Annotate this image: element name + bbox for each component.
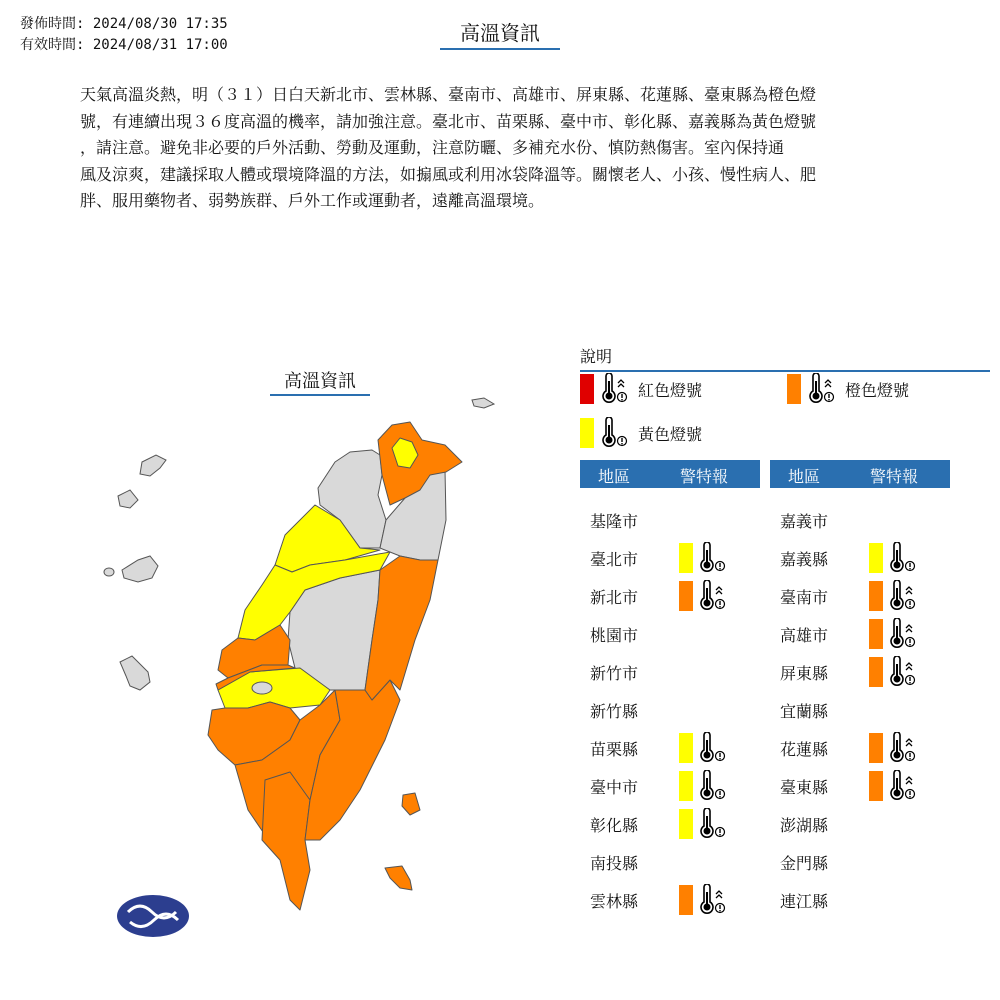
table-row bbox=[580, 690, 760, 728]
thermometer-icon bbox=[888, 732, 918, 764]
issue-time: 發佈時間: 2024/08/30 17:35 bbox=[20, 16, 228, 32]
warning-swatch bbox=[869, 657, 883, 687]
description bbox=[80, 82, 920, 215]
thermometer-icon bbox=[698, 732, 728, 764]
table-row bbox=[770, 538, 950, 576]
table-row bbox=[580, 728, 760, 766]
header-region: 地區 bbox=[598, 467, 631, 486]
table-row bbox=[580, 500, 760, 538]
warning-icon bbox=[698, 770, 728, 806]
thermometer-icon bbox=[888, 656, 918, 688]
region-name: 臺中市 bbox=[590, 778, 639, 797]
region-name: 連江縣 bbox=[780, 892, 829, 911]
region-name: 桃園市 bbox=[590, 626, 639, 645]
region-chiayi-city bbox=[252, 682, 272, 694]
thermometer-icon bbox=[888, 618, 918, 650]
region-name: 苗栗縣 bbox=[590, 740, 639, 759]
warning-icon bbox=[698, 542, 728, 578]
warning-swatch bbox=[679, 771, 693, 801]
region-name: 新竹縣 bbox=[590, 702, 639, 721]
thermometer-icon bbox=[698, 770, 728, 802]
region-name: 臺南市 bbox=[780, 588, 829, 607]
table-row bbox=[580, 804, 760, 842]
table-row bbox=[580, 614, 760, 652]
warning-swatch bbox=[679, 543, 693, 573]
legend-title: 說明 bbox=[580, 344, 990, 372]
legend-label-yellow: 黃色燈號 bbox=[638, 424, 703, 444]
warning-icon bbox=[888, 542, 918, 578]
page-title: 高溫資訊 bbox=[440, 17, 560, 50]
region-name: 澎湖縣 bbox=[780, 816, 829, 835]
table-header-right bbox=[770, 460, 950, 488]
thermometer-icon bbox=[600, 417, 630, 449]
table-row bbox=[770, 690, 950, 728]
header-warning: 警特報 bbox=[870, 467, 919, 486]
table-row bbox=[580, 880, 760, 918]
region-name: 新竹市 bbox=[590, 664, 639, 683]
island-kinmen-2 bbox=[104, 568, 114, 576]
thermometer-icon bbox=[698, 580, 728, 612]
description-line: 號，有連續出現３６度高溫的機率，請加強注意。臺北市、苗栗縣、臺中市、彰化縣、嘉義縣為黃色燈號 bbox=[80, 111, 817, 131]
region-name: 新北市 bbox=[590, 588, 639, 607]
thermometer-icon bbox=[698, 808, 728, 840]
region-name: 嘉義縣 bbox=[780, 550, 829, 569]
warning-swatch bbox=[869, 771, 883, 801]
description-line: ，請注意。避免非必要的戶外活動、勞動及運動，注意防曬、多補充水份、慎防熱傷害。室內保持通 bbox=[80, 138, 785, 157]
region-name: 屏東縣 bbox=[780, 664, 829, 683]
warning-swatch bbox=[679, 581, 693, 611]
table-row bbox=[580, 576, 760, 614]
table-row bbox=[770, 652, 950, 690]
warning-icon bbox=[888, 770, 918, 806]
table-row bbox=[770, 880, 950, 918]
taiwan-map bbox=[0, 380, 560, 960]
table-row bbox=[770, 576, 950, 614]
table-row bbox=[580, 652, 760, 690]
island-guishan bbox=[472, 398, 494, 408]
legend-swatch-red bbox=[580, 374, 594, 404]
legend-item-red bbox=[580, 373, 702, 405]
warning-icon bbox=[888, 732, 918, 768]
legend-swatch-yellow bbox=[580, 418, 594, 448]
description-line: 天氣高溫炎熱，明（３１）日白天新北市、雲林縣、臺南市、高雄市、屏東縣、花蓮縣、臺東縣為橙色燈 bbox=[80, 85, 817, 104]
table-row bbox=[770, 804, 950, 842]
description-line: 胖、服用藥物者、弱勢族群、戶外工作或運動者，遠離高溫環境。 bbox=[80, 191, 545, 210]
table-row bbox=[770, 500, 950, 538]
legend-item-yellow bbox=[580, 417, 702, 449]
thermometer-icon bbox=[698, 542, 728, 574]
region-name: 嘉義市 bbox=[780, 512, 829, 531]
thermometer-icon bbox=[888, 542, 918, 574]
description-line: 風及涼爽，建議採取人體或環境降溫的方法，如搧風或利用冰袋降溫等。關懷老人、小孩、慢性病人、肥 bbox=[80, 164, 817, 184]
legend-item-orange bbox=[787, 373, 909, 405]
warning-swatch bbox=[869, 543, 883, 573]
table-row bbox=[580, 842, 760, 880]
warning-swatch bbox=[679, 885, 693, 915]
issue-times bbox=[20, 14, 228, 56]
warning-icon bbox=[888, 618, 918, 654]
region-pingtung bbox=[262, 772, 310, 910]
warning-swatch bbox=[679, 809, 693, 839]
warning-icon bbox=[698, 732, 728, 768]
island-penghu bbox=[120, 656, 150, 690]
region-name: 金門縣 bbox=[780, 854, 829, 873]
table-row bbox=[770, 766, 950, 804]
region-name: 高雄市 bbox=[780, 626, 829, 645]
island-green bbox=[402, 793, 420, 815]
table-row bbox=[770, 614, 950, 652]
map-title: 高溫資訊 bbox=[270, 367, 370, 396]
warning-swatch bbox=[869, 619, 883, 649]
warning-icon bbox=[888, 656, 918, 692]
region-name: 彰化縣 bbox=[590, 816, 639, 835]
table-row bbox=[580, 538, 760, 576]
region-name: 雲林縣 bbox=[590, 892, 639, 911]
thermometer-icon bbox=[888, 770, 918, 802]
table-row bbox=[770, 728, 950, 766]
thermometer-icon bbox=[807, 373, 837, 405]
warning-swatch bbox=[869, 581, 883, 611]
cwa-logo bbox=[117, 895, 189, 937]
valid-time: 有效時間: 2024/08/31 17:00 bbox=[20, 37, 228, 53]
island-matsu-2 bbox=[118, 490, 138, 508]
warning-swatch bbox=[869, 733, 883, 763]
warning-icon bbox=[698, 808, 728, 844]
header-region: 地區 bbox=[788, 467, 821, 486]
region-name: 花蓮縣 bbox=[780, 740, 829, 759]
region-name: 宜蘭縣 bbox=[780, 702, 829, 721]
warning-swatch bbox=[679, 733, 693, 763]
warning-icon bbox=[698, 884, 728, 920]
region-name: 南投縣 bbox=[590, 854, 639, 873]
thermometer-icon bbox=[698, 884, 728, 916]
legend-swatch-orange bbox=[787, 374, 801, 404]
table-header-left bbox=[580, 460, 760, 488]
thermometer-icon bbox=[600, 373, 630, 405]
warning-icon bbox=[698, 580, 728, 616]
header-warning: 警特報 bbox=[680, 467, 729, 486]
table-row bbox=[580, 766, 760, 804]
island-kinmen-1 bbox=[122, 556, 158, 582]
table-row bbox=[770, 842, 950, 880]
region-name: 臺北市 bbox=[590, 550, 639, 569]
thermometer-icon bbox=[888, 580, 918, 612]
island-matsu-1 bbox=[140, 455, 166, 476]
region-name: 臺東縣 bbox=[780, 778, 829, 797]
region-name: 基隆市 bbox=[590, 512, 639, 531]
legend-label-red: 紅色燈號 bbox=[638, 380, 703, 400]
island-orchid bbox=[385, 866, 412, 890]
legend-label-orange: 橙色燈號 bbox=[845, 380, 910, 400]
warning-icon bbox=[888, 580, 918, 616]
